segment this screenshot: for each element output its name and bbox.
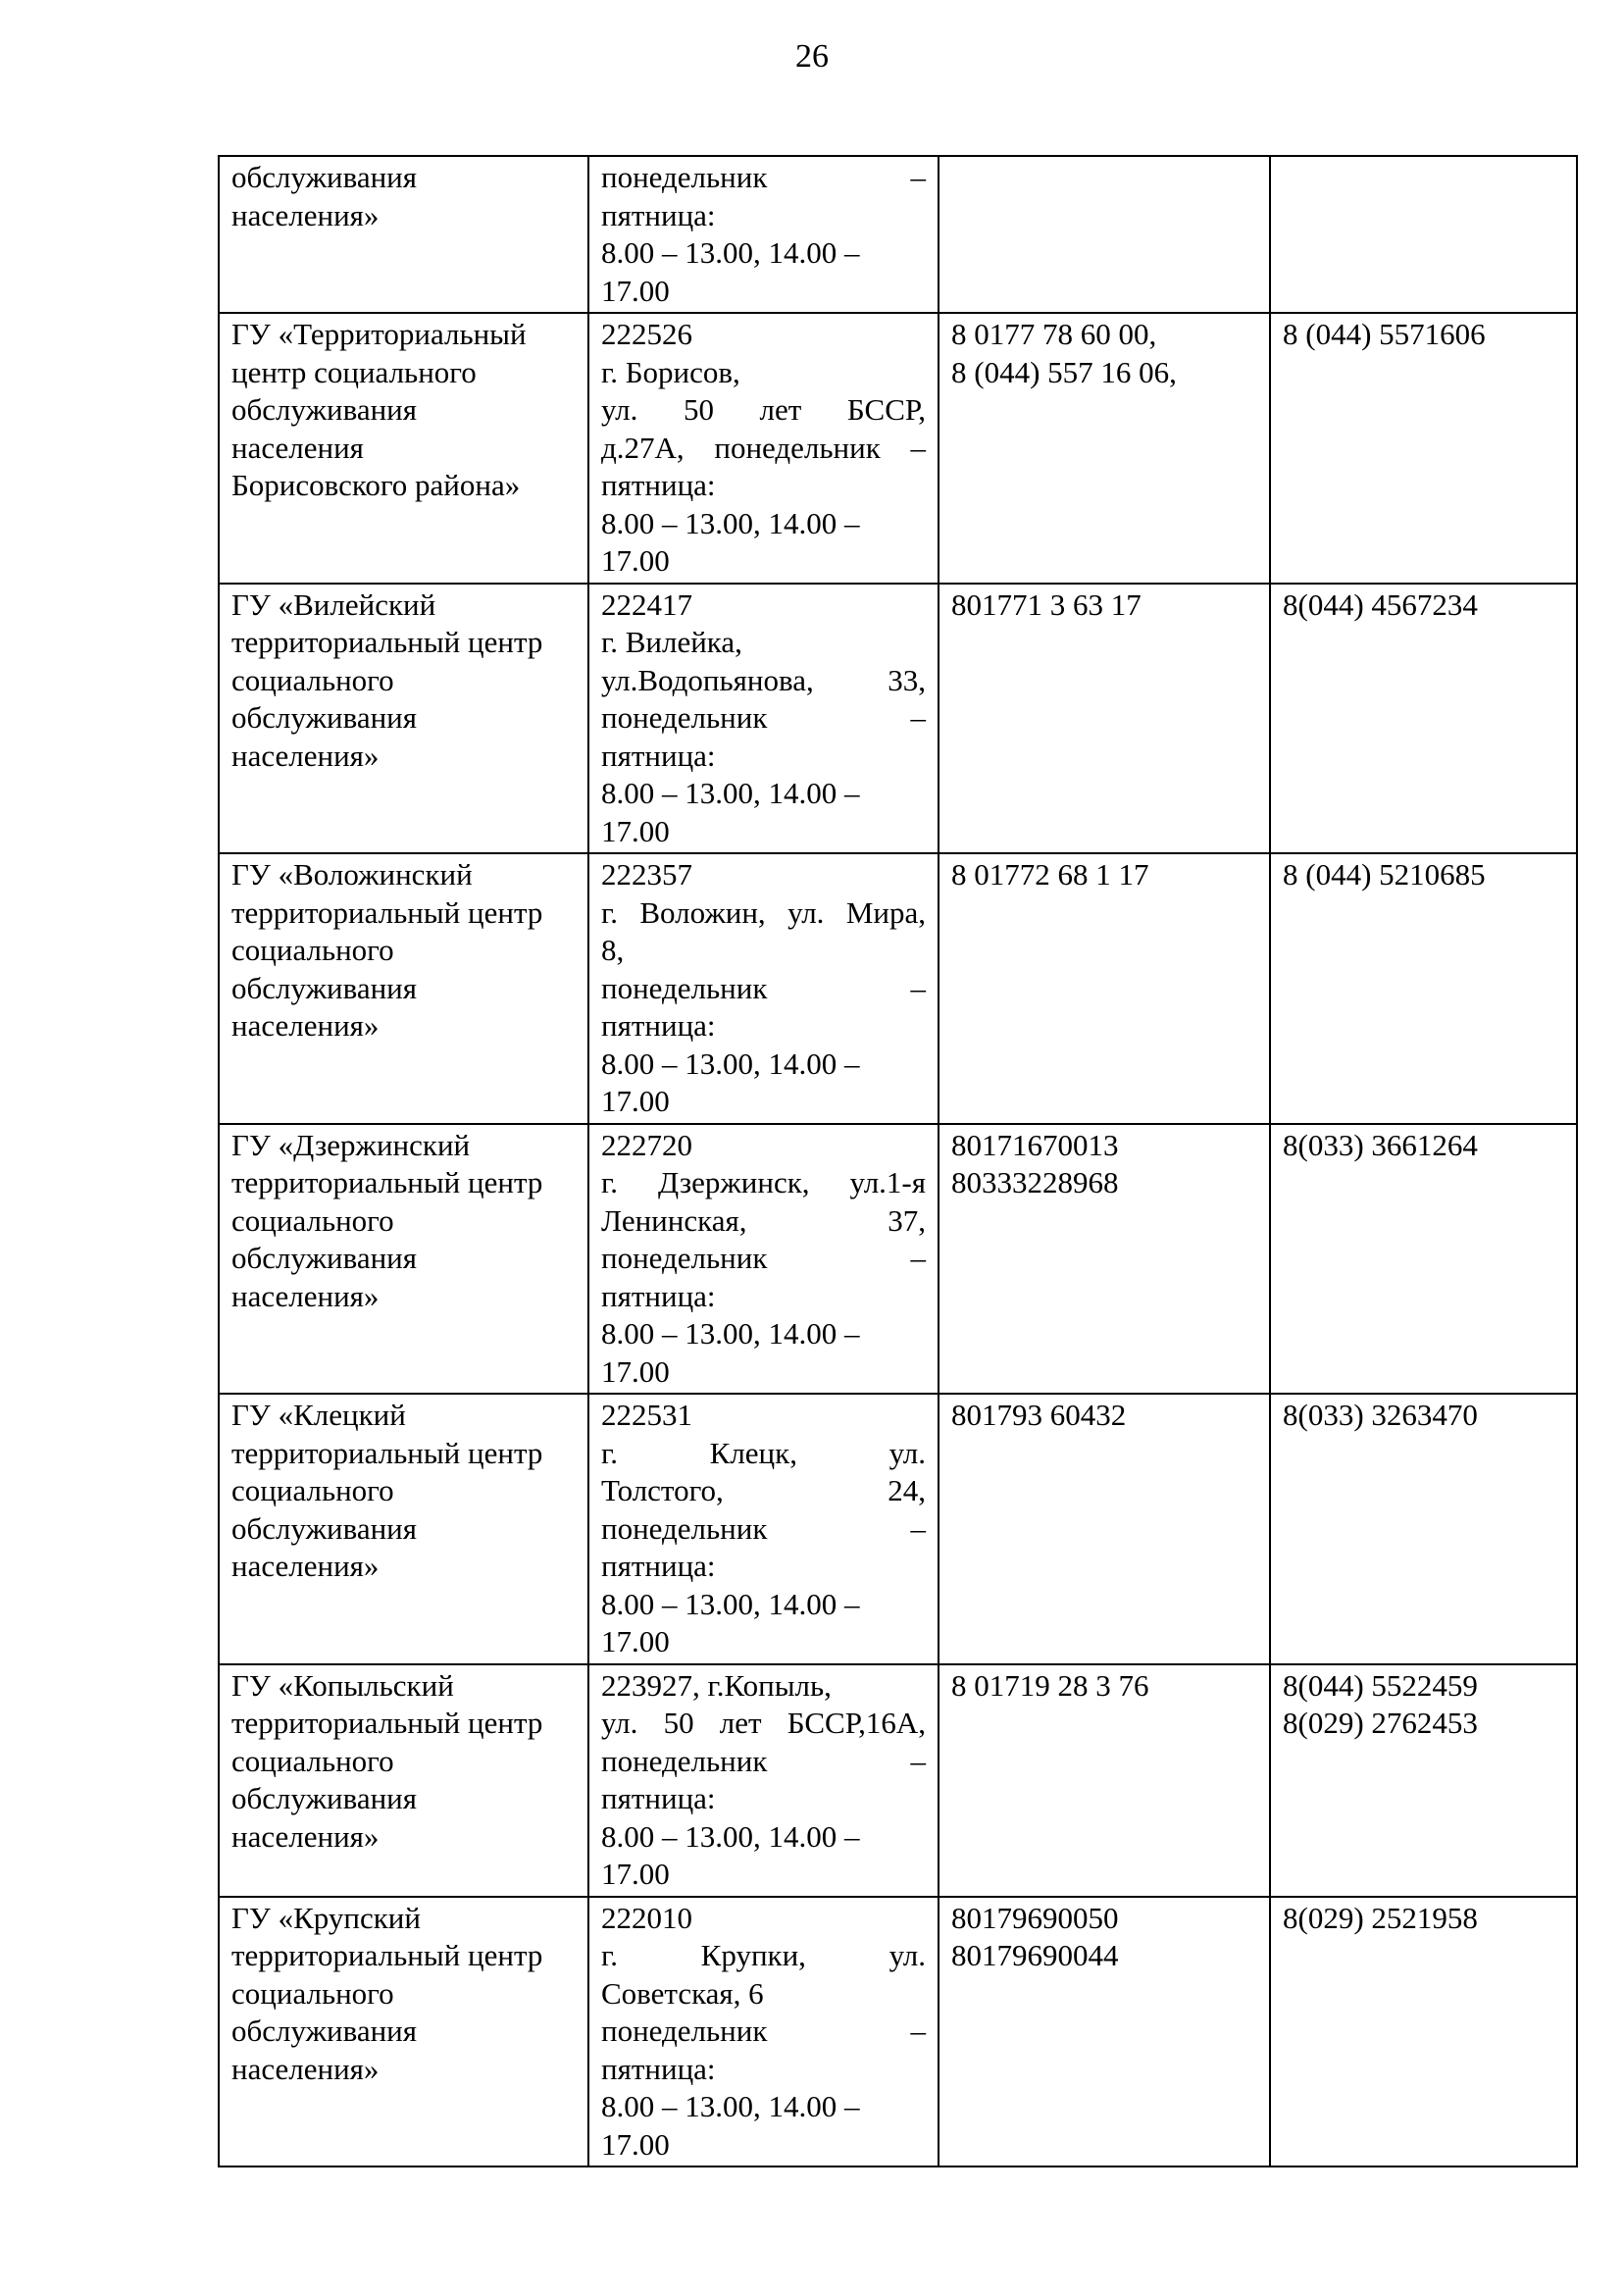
contacts-table-body	[219, 156, 1577, 2167]
contacts-table	[218, 155, 1578, 2167]
organization-line: обслуживания	[231, 160, 418, 194]
organization-line: социального	[231, 1975, 394, 2011]
mobile-number: 8 (044) 5571606	[1283, 317, 1486, 351]
organization-cell	[219, 853, 588, 1124]
organization-cell	[219, 1394, 588, 1664]
organization-line: социального	[231, 1743, 394, 1778]
phone-cell	[939, 156, 1270, 313]
organization-line: территориальный центр	[231, 894, 543, 930]
address-line: 8.00 – 13.00, 14.00 –	[601, 1586, 860, 1621]
address-line: г. Крупки, ул.	[601, 1938, 926, 1972]
table-row	[219, 1897, 1577, 2167]
phone-cell	[939, 1664, 1270, 1897]
address-line: пятница:	[601, 1008, 716, 1043]
page-number: 26	[795, 38, 829, 75]
address-line: г. Вилейка,	[601, 625, 742, 659]
address-line: пятница:	[601, 197, 716, 232]
phone-number: 8 0177 78 60 00,	[951, 317, 1157, 351]
organization-line: населения»	[231, 1549, 380, 1583]
address-line: 222526	[601, 317, 692, 351]
address-line: г. Клецк, ул.	[601, 1435, 926, 1470]
table-row	[219, 1394, 1577, 1664]
address-line: 222357	[601, 857, 692, 892]
table-row	[219, 1124, 1577, 1395]
phone-number: 80179690044	[951, 1938, 1119, 1972]
address-line: 17.00	[601, 1624, 670, 1658]
address-line: 8.00 – 13.00, 14.00 –	[601, 505, 860, 540]
organization-line: социального	[231, 933, 394, 967]
phone-cell	[939, 1394, 1270, 1664]
table-row	[219, 853, 1577, 1124]
organization-line: обслуживания	[231, 1510, 418, 1546]
mobile-number: 8(029) 2762453	[1283, 1706, 1478, 1740]
address-line: понедельник –	[601, 1510, 926, 1546]
address-line: 222720	[601, 1127, 692, 1162]
organization-cell	[219, 313, 588, 584]
address-line: 17.00	[601, 1084, 670, 1118]
mobile-phone-cell	[1270, 156, 1577, 313]
address-line: ул. 50 лет БССР,	[601, 392, 926, 427]
address-line: пятница:	[601, 1781, 716, 1815]
mobile-phone-cell	[1270, 853, 1577, 1124]
address-line: пятница:	[601, 468, 716, 502]
phone-number: 80179690050	[951, 1900, 1119, 1935]
organization-line: территориальный центр	[231, 1938, 543, 1972]
organization-line: населения»	[231, 2051, 380, 2086]
organization-line: населения»	[231, 1278, 380, 1313]
organization-line: обслуживания	[231, 392, 418, 427]
mobile-number: 8(033) 3263470	[1283, 1398, 1478, 1432]
organization-line: центр социального	[231, 354, 477, 389]
organization-line: территориальный центр	[231, 1706, 543, 1740]
organization-line: ГУ «Воложинский	[231, 857, 473, 892]
organization-line: населения»	[231, 1008, 380, 1043]
phone-cell	[939, 584, 1270, 854]
address-line: 17.00	[601, 543, 670, 578]
address-hours-cell	[588, 584, 939, 854]
address-line: 222417	[601, 586, 692, 622]
phone-number: 80333228968	[951, 1165, 1119, 1199]
address-line: г. Воложин, ул. Мира,	[601, 894, 926, 930]
organization-line: социального	[231, 1473, 394, 1507]
phone-number: 8 01772 68 1 17	[951, 857, 1149, 892]
address-line: 17.00	[601, 273, 670, 308]
address-line: понедельник –	[601, 1241, 926, 1275]
organization-cell	[219, 156, 588, 313]
organization-line: обслуживания	[231, 970, 418, 1005]
organization-line: населения»	[231, 197, 380, 232]
address-hours-cell	[588, 1897, 939, 2167]
address-hours-cell	[588, 853, 939, 1124]
address-hours-cell	[588, 156, 939, 313]
mobile-phone-cell	[1270, 584, 1577, 854]
phone-cell	[939, 313, 1270, 584]
address-line: 222010	[601, 1900, 692, 1935]
address-hours-cell	[588, 1664, 939, 1897]
organization-line: ГУ «Территориальный	[231, 317, 527, 351]
address-line: 17.00	[601, 1353, 670, 1389]
address-line: 8.00 – 13.00, 14.00 –	[601, 1818, 860, 1854]
organization-line: ГУ «Копыльский	[231, 1667, 454, 1703]
address-line: пятница:	[601, 1278, 716, 1313]
mobile-phone-cell	[1270, 1897, 1577, 2167]
address-hours-cell	[588, 1394, 939, 1664]
address-line: 223927, г.Копыль,	[601, 1667, 832, 1703]
phone-cell	[939, 853, 1270, 1124]
address-line: д.27А, понедельник –	[601, 430, 926, 465]
address-line: понедельник –	[601, 700, 926, 735]
address-line: пятница:	[601, 1549, 716, 1583]
phone-number: 8 01719 28 3 76	[951, 1667, 1149, 1703]
organization-line: ГУ «Крупский	[231, 1900, 421, 1935]
organization-line: ГУ «Клецкий	[231, 1398, 406, 1432]
mobile-phone-cell	[1270, 313, 1577, 584]
phone-cell	[939, 1124, 1270, 1395]
address-hours-cell	[588, 1124, 939, 1395]
mobile-number: 8(044) 5522459	[1283, 1667, 1478, 1703]
address-line: г. Дзержинск, ул.1-я	[601, 1165, 926, 1199]
address-line: г. Борисов,	[601, 354, 740, 389]
phone-number: 8 (044) 557 16 06,	[951, 354, 1177, 389]
address-hours-cell	[588, 313, 939, 584]
organization-line: территориальный центр	[231, 1165, 543, 1199]
address-line: 17.00	[601, 813, 670, 848]
organization-cell	[219, 1664, 588, 1897]
address-line: понедельник –	[601, 160, 926, 194]
address-line: Ленинская, 37,	[601, 1202, 926, 1238]
organization-line: ГУ «Вилейский	[231, 586, 436, 622]
organization-line: населения»	[231, 738, 380, 773]
address-line: 8.00 – 13.00, 14.00 –	[601, 1316, 860, 1351]
organization-line: социального	[231, 1202, 394, 1238]
organization-line: обслуживания	[231, 1241, 418, 1275]
organization-line: территориальный центр	[231, 1435, 543, 1470]
mobile-phone-cell	[1270, 1124, 1577, 1395]
address-line: понедельник –	[601, 970, 926, 1005]
address-line: пятница:	[601, 738, 716, 773]
organization-line: обслуживания	[231, 2014, 418, 2048]
address-line: ул. 50 лет БССР,16А,	[601, 1706, 926, 1740]
organization-line: Борисовского района»	[231, 468, 521, 502]
address-line: Советская, 6	[601, 1975, 764, 2011]
mobile-number: 8(044) 4567234	[1283, 586, 1478, 622]
address-line: 17.00	[601, 2126, 670, 2162]
address-line: 17.00	[601, 1857, 670, 1891]
organization-line: населения»	[231, 1818, 380, 1854]
organization-line: социального	[231, 662, 394, 697]
table-row	[219, 584, 1577, 854]
phone-number: 80171670013	[951, 1127, 1119, 1162]
table-row	[219, 313, 1577, 584]
phone-cell	[939, 1897, 1270, 2167]
address-line: 8,	[601, 933, 625, 967]
organization-line: населения	[231, 430, 364, 465]
mobile-phone-cell	[1270, 1664, 1577, 1897]
table-row	[219, 1664, 1577, 1897]
organization-cell	[219, 1897, 588, 2167]
organization-cell	[219, 1124, 588, 1395]
address-line: 8.00 – 13.00, 14.00 –	[601, 2089, 860, 2123]
address-line: ул.Водопьянова, 33,	[601, 662, 926, 697]
organization-line: территориальный центр	[231, 625, 543, 659]
table-row	[219, 156, 1577, 313]
organization-line: ГУ «Дзержинский	[231, 1127, 471, 1162]
organization-cell	[219, 584, 588, 854]
phone-number: 801793 60432	[951, 1398, 1127, 1432]
address-line: Толстого, 24,	[601, 1473, 926, 1507]
organization-line: обслуживания	[231, 1781, 418, 1815]
address-line: понедельник –	[601, 1743, 926, 1778]
address-line: понедельник –	[601, 2014, 926, 2048]
address-line: пятница:	[601, 2051, 716, 2086]
phone-number: 801771 3 63 17	[951, 586, 1142, 622]
mobile-number: 8(033) 3661264	[1283, 1127, 1478, 1162]
mobile-phone-cell	[1270, 1394, 1577, 1664]
address-line: 8.00 – 13.00, 14.00 –	[601, 1045, 860, 1081]
mobile-number: 8 (044) 5210685	[1283, 857, 1486, 892]
mobile-number: 8(029) 2521958	[1283, 1900, 1478, 1935]
address-line: 222531	[601, 1398, 692, 1432]
address-line: 8.00 – 13.00, 14.00 –	[601, 776, 860, 810]
organization-line: обслуживания	[231, 700, 418, 735]
address-line: 8.00 – 13.00, 14.00 –	[601, 235, 860, 270]
